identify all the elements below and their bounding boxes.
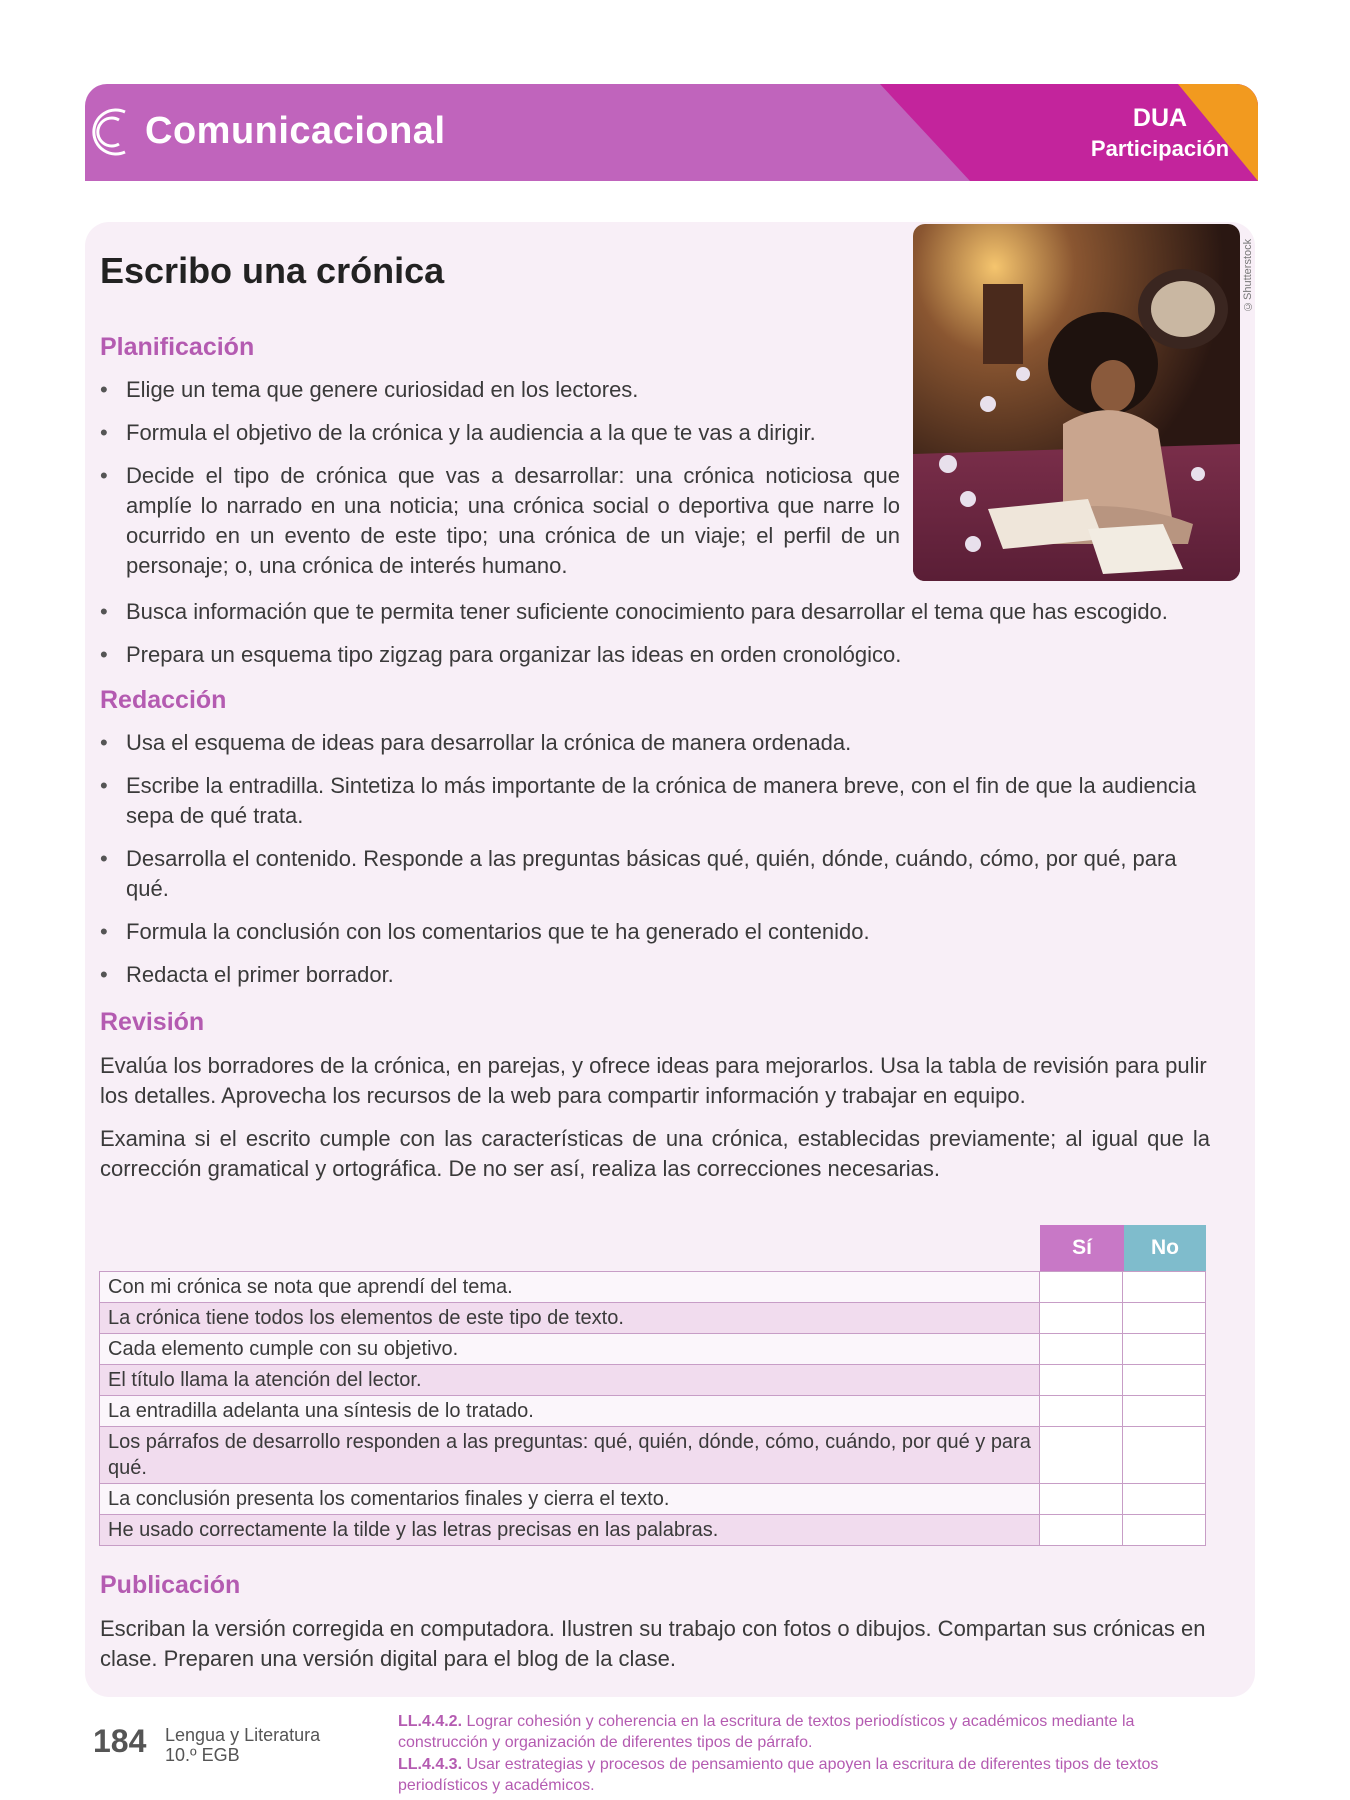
planificacion-list [100,375,900,594]
criterion-cell: La conclusión presenta los comentarios finales y cierra el texto. [100,1484,1040,1515]
list-item: • Prepara un esquema tipo zigzag para organizar las ideas en orden cronológico. [100,640,1210,670]
page-number: 184 [93,1723,147,1759]
revision-paragraph-1: Evalúa los borradores de la crónica, en parejas, y ofrece ideas para mejorarlos. Usa la tabla de revisión para pulir los detalles. Aprovecha los recursos de la web para compartir información y trabajar en equipo. [100,1053,1207,1108]
table-row [100,1427,1206,1484]
list-item: • Usa el esquema de ideas para desarrollar la crónica de manera ordenada. [100,728,1210,758]
dua-sublabel: Participación [1090,136,1230,161]
list-item: • Redacta el primer borrador. [100,960,1210,990]
dua-label: DUA [1132,104,1188,132]
standard-2-text: Usar estrategias y procesos de pensamiento que apoyen la escritura de diferentes tipos de textos periodísticos y académicos. [398,1756,1159,1794]
criterion-cell: El título llama la atención del lector. [100,1365,1040,1396]
revision-paragraph-2: Examina si el escrito cumple con las características de una crónica, establecidas previamente; al igual que la corrección gramatical y ortográfica. De no ser así, realiza las correcciones necesarias. [100,1126,1210,1181]
criterion-cell: Con mi crónica se nota que aprendí del tema. [100,1272,1040,1303]
si-checkbox-cell[interactable] [1040,1272,1123,1303]
no-checkbox-cell[interactable] [1123,1334,1206,1365]
list-item: • Busca información que te permita tener suficiente conocimiento para desarrollar el tema que has escogido. [100,597,1210,627]
revision-table [99,1271,1206,1546]
standard-2-code: LL.4.4.3. [398,1756,463,1773]
standard-1-code: LL.4.4.2. [398,1713,463,1730]
no-checkbox-cell[interactable] [1123,1484,1206,1515]
no-checkbox-cell[interactable] [1123,1515,1206,1546]
no-checkbox-cell[interactable] [1123,1396,1206,1427]
table-row [100,1334,1206,1365]
criterion-cell: La crónica tiene todos los elementos de este tipo de texto. [100,1303,1040,1334]
redaccion-list [100,728,1210,1003]
standard-2 [398,1754,1208,1796]
list-item: • Formula la conclusión con los comentarios que te ha generado el contenido. [100,917,1210,947]
no-checkbox-cell[interactable] [1123,1427,1206,1484]
no-checkbox-cell[interactable] [1123,1303,1206,1334]
planificacion-list-cont [100,597,1210,683]
subject-label: Lengua y Literatura [165,1725,321,1745]
table-row [100,1303,1206,1334]
si-checkbox-cell[interactable] [1040,1334,1123,1365]
standard-1 [398,1711,1208,1753]
comunicacional-logo-icon [85,102,129,162]
no-checkbox-cell[interactable] [1123,1365,1206,1396]
criterion-cell: Los párrafos de desarrollo responden a las preguntas: qué, quién, dónde, cómo, cuándo, por qué y para qué. [100,1427,1040,1484]
criterion-cell: He usado correctamente la tilde y las letras precisas en las palabras. [100,1515,1040,1546]
grade-label: 10.º EGB [165,1745,240,1765]
list-item: • Decide el tipo de crónica que vas a desarrollar: una crónica noticiosa que amplíe lo narrado en una noticia; una crónica social o deportiva que narre lo ocurrido en un evento de este tipo; una crónica de un viaje; el perfil de un personaje; o, una crónica de interés humano. [100,461,900,581]
column-header-si: Sí [1040,1225,1124,1271]
column-header-no: No [1124,1225,1206,1271]
si-checkbox-cell[interactable] [1040,1427,1123,1484]
si-checkbox-cell[interactable] [1040,1365,1123,1396]
list-item: • Elige un tema que genere curiosidad en los lectores. [100,375,900,405]
heading-publicacion: Publicación [100,1571,241,1599]
criterion-cell: Cada elemento cumple con su objetivo. [100,1334,1040,1365]
standard-1-text: Lograr cohesión y coherencia en la escritura de textos periodísticos y académicos mediante la construcción y organización de diferentes tipos de párrafo. [398,1713,1135,1751]
si-checkbox-cell[interactable] [1040,1303,1123,1334]
table-row [100,1484,1206,1515]
header-banner [85,84,1258,181]
publicacion-paragraph: Escriban la versión corregida en computadora. Ilustren su trabajo con fotos o dibujos. Compartan sus crónicas en clase. Preparen una versión digital para el blog de la clase. [100,1616,1206,1671]
table-row [100,1515,1206,1546]
heading-planificacion: Planificación [100,333,255,361]
photo-credit: ©Shutterstock [1242,238,1254,312]
table-row [100,1272,1206,1303]
criterion-cell: La entradilla adelanta una síntesis de lo tratado. [100,1396,1040,1427]
list-item: • Formula el objetivo de la crónica y la audiencia a la que te vas a dirigir. [100,418,900,448]
si-checkbox-cell[interactable] [1040,1484,1123,1515]
list-item: • Desarrolla el contenido. Responde a las preguntas básicas qué, quién, dónde, cuándo, cómo, por qué, para qué. [100,844,1210,904]
heading-revision: Revisión [100,1008,205,1036]
si-checkbox-cell[interactable] [1040,1396,1123,1427]
writing-girl-photo [913,224,1240,581]
heading-redaccion: Redacción [100,686,227,714]
page-title: Escribo una crónica [100,250,445,291]
section-title: Comunicacional [145,110,446,152]
list-item: • Escribe la entradilla. Sintetiza lo más importante de la crónica de manera breve, con el fin de que la audiencia sepa de qué trata. [100,771,1210,831]
no-checkbox-cell[interactable] [1123,1272,1206,1303]
table-row [100,1365,1206,1396]
table-row [100,1396,1206,1427]
si-checkbox-cell[interactable] [1040,1515,1123,1546]
